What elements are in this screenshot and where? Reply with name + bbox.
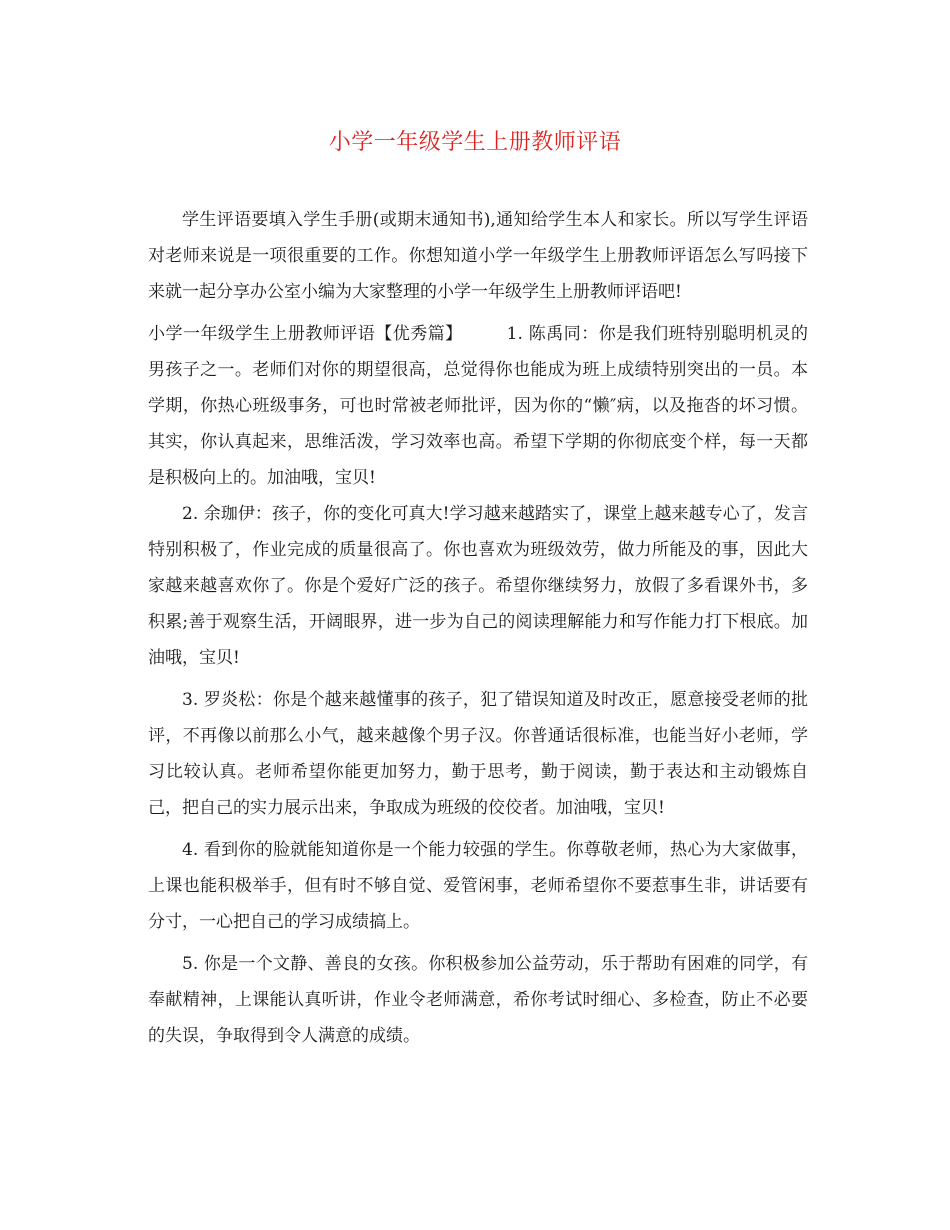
comment-paragraph-3: 3. 罗炎松：你是个越来越懂事的孩子，犯了错误知道及时改正，愿意接受老师的批评，不再像以前那么小气，越来越像个男子汉。你普通话很标准，也能当好小老师，学习比较认真。老师希望你能更加努力，勤于思考，勤于阅读，勤于表达和主动锻炼自己，把自己的实力展示出来，争取成为班级的佼佼者。加油哦，宝贝! [148,690,808,818]
section-heading: 小学一年级学生上册教师评语【优秀篇】 [148,324,463,344]
comment-paragraph-5: 5. 你是一个文静、善良的女孩。你积极参加公益劳动，乐于帮助有困难的同学，有奉献精神，上课能认真听讲，作业令老师满意，希你考试时细心、多检查，防止不必要的失误，争取得到令人满意的成绩。 [148,954,808,1046]
comment-paragraph-4: 4. 看到你的脸就能知道你是一个能力较强的学生。你尊敬老师，热心为大家做事，上课也能积极举手，但有时不够自觉、爱管闲事，老师希望你不要惹事生非，讲话要有分寸，一心把自己的学习成绩搞上。 [148,840,808,932]
comment-paragraph-2: 2. 余珈伊：孩子，你的变化可真大!学习越来越踏实了，课堂上越来越专心了，发言特别积极了，作业完成的质量很高了。你也喜欢为班级效劳，做力所能及的事，因此大家越来越喜欢你了。你是个爱好广泛的孩子。希望你继续努力，放假了多看课外书，多积累;善于观察生活，开阔眼界，进一步为自己的阅读理解能力和写作能力打下根底。加油哦，宝贝! [148,504,808,668]
document-title: 小学一年级学生上册教师评语 [328,130,622,155]
document-body [148,202,808,1054]
comment-1: 1. 陈禹同：你是我们班特别聪明机灵的男孩子之一。老师们对你的期望很高，总觉得你也能成为班上成绩特别突出的一员。本学期，你热心班级事务，可也时常被老师批评，因为你的“懒″病，以及拖沓的坏习惯。其实，你认真起来，思维活泼，学习效率也高。希望下学期的你彻底变个样，每一天都是积极向上的。加油哦，宝贝! [148,324,809,488]
intro-paragraph: 学生评语要填入学生手册(或期末通知书),通知给学生本人和家长。所以写学生评语对老师来说是一项很重要的工作。你想知道小学一年级学生上册教师评语怎么写吗接下来就一起分享办公室小编为大家整理的小学一年级学生上册教师评语吧! [148,210,808,302]
comment-paragraph-1 [148,316,808,496]
